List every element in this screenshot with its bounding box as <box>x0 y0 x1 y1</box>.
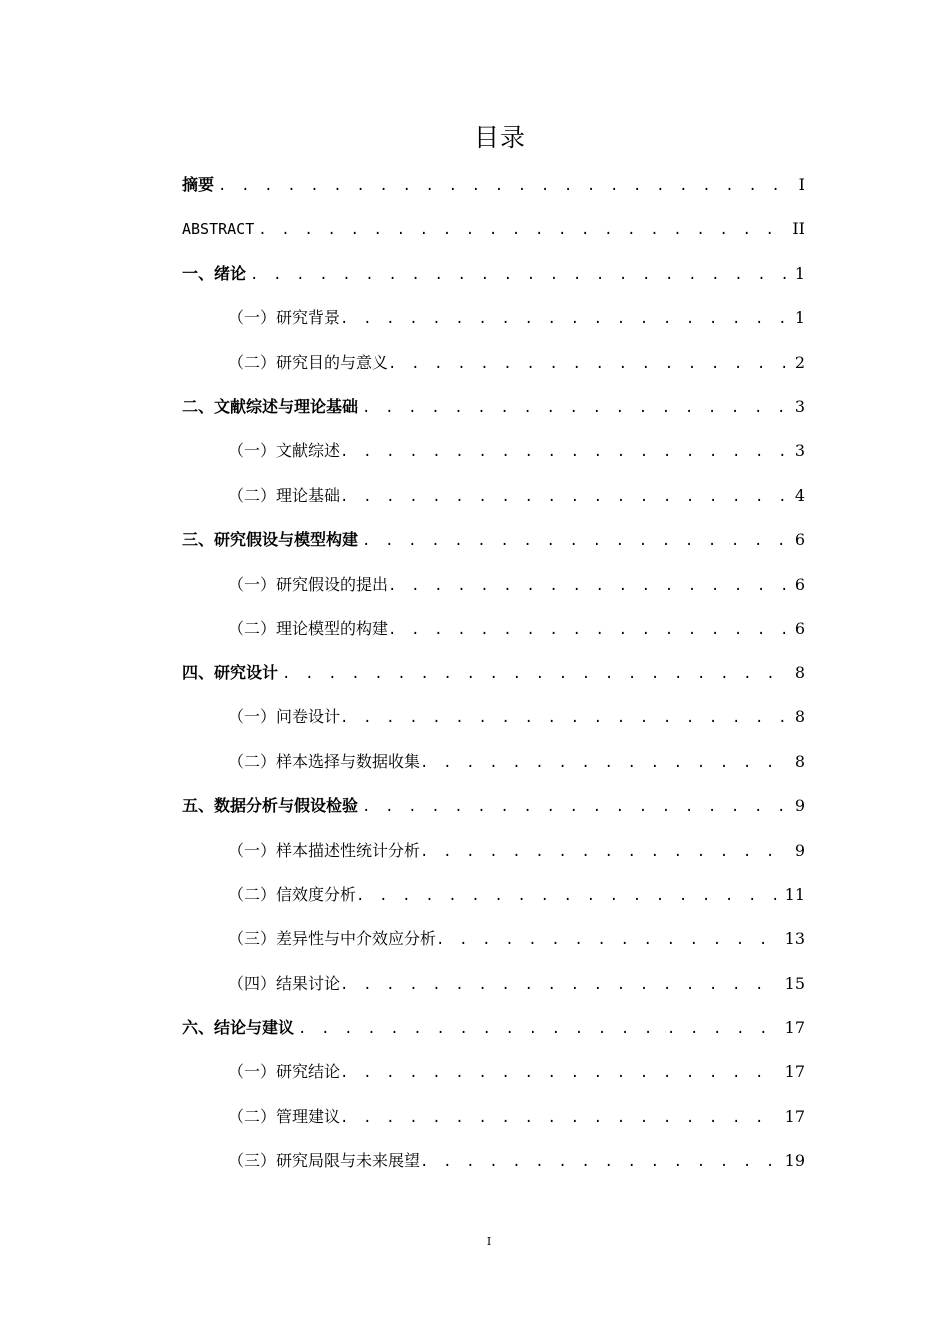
entry-page-number: 9 <box>794 841 805 860</box>
entry-label: 三、研究假设与模型构建 <box>182 530 359 549</box>
toc-entry-section-4-2[interactable] <box>228 747 805 773</box>
dot-leader <box>218 176 795 196</box>
toc-entry-abstract-en[interactable] <box>182 214 805 240</box>
entry-page-number: II <box>792 219 805 238</box>
entry-page-number: 6 <box>794 619 805 638</box>
entry-label: （三）研究局限与未来展望 <box>228 1151 421 1170</box>
dot-leader <box>298 1019 781 1039</box>
dot-leader <box>340 442 791 462</box>
entry-label: ABSTRACT <box>182 220 255 238</box>
page-footer-number: I <box>486 1235 492 1248</box>
entry-page-number: 9 <box>794 796 805 815</box>
entry-label: 摘要 <box>182 175 215 194</box>
dot-leader <box>420 842 791 862</box>
toc-title: 目录 <box>473 123 526 152</box>
entry-page-number: 4 <box>794 486 805 505</box>
entry-page-number: 15 <box>784 974 805 993</box>
toc-entry-chapter-1[interactable] <box>182 259 805 285</box>
entry-label: （一）样本描述性统计分析 <box>228 841 421 860</box>
toc-entry-section-4-1[interactable] <box>228 702 805 728</box>
toc-entry-section-1-2[interactable] <box>228 348 805 374</box>
entry-page-number: 17 <box>784 1107 805 1126</box>
toc-entry-section-5-2[interactable] <box>228 880 805 906</box>
dot-leader <box>356 886 781 906</box>
entry-label: （二）管理建议 <box>228 1107 341 1126</box>
toc-entry-section-5-4[interactable] <box>228 969 805 995</box>
toc-entry-chapter-5[interactable] <box>182 791 805 817</box>
toc-entry-section-2-2[interactable] <box>228 481 805 507</box>
entry-page-number: 2 <box>794 353 805 372</box>
entry-label: 五、数据分析与假设检验 <box>182 796 359 815</box>
toc-entry-section-6-2[interactable] <box>228 1102 805 1128</box>
toc-entry-chapter-4[interactable] <box>182 658 805 684</box>
entry-label: （一）研究背景 <box>228 308 341 327</box>
entry-page-number: 8 <box>794 707 805 726</box>
toc-entry-section-6-1[interactable] <box>228 1057 805 1083</box>
toc-entry-section-3-2[interactable] <box>228 614 805 640</box>
dot-leader <box>340 708 791 728</box>
entry-label: （二）研究目的与意义 <box>228 353 389 372</box>
entry-page-number: 17 <box>784 1062 805 1081</box>
entry-page-number: I <box>798 175 805 194</box>
entry-page-number: 1 <box>794 308 805 327</box>
dot-leader <box>420 1152 781 1172</box>
entry-label: 四、研究设计 <box>182 663 279 682</box>
entry-label: （一）问卷设计 <box>228 707 341 726</box>
entry-page-number: 6 <box>794 530 805 549</box>
entry-label: （二）信效度分析 <box>228 885 357 904</box>
dot-leader <box>388 576 791 596</box>
entry-label: （一）研究结论 <box>228 1062 341 1081</box>
entry-label: （二）理论基础 <box>228 486 341 505</box>
entry-label: 六、结论与建议 <box>182 1018 295 1037</box>
dot-leader <box>436 930 781 950</box>
entry-label: （二）样本选择与数据收集 <box>228 752 421 771</box>
entry-page-number: 11 <box>784 885 805 904</box>
toc-entry-abstract-cn[interactable] <box>182 170 805 196</box>
toc-entry-section-5-3[interactable] <box>228 924 805 950</box>
entry-page-number: 1 <box>794 264 805 283</box>
toc-entry-section-6-3[interactable] <box>228 1146 805 1172</box>
toc-entry-section-1-1[interactable] <box>228 303 805 329</box>
dot-leader <box>340 309 791 329</box>
toc-entry-section-3-1[interactable] <box>228 570 805 596</box>
toc-entry-section-5-1[interactable] <box>228 836 805 862</box>
dot-leader <box>362 797 791 817</box>
entry-page-number: 13 <box>784 929 805 948</box>
dot-leader <box>340 1063 781 1083</box>
entry-label: 二、文献综述与理论基础 <box>182 397 359 416</box>
dot-leader <box>282 664 791 684</box>
dot-leader <box>340 1108 781 1128</box>
dot-leader <box>340 487 791 507</box>
entry-page-number: 6 <box>794 575 805 594</box>
dot-leader <box>250 265 791 285</box>
entry-page-number: 3 <box>794 397 805 416</box>
entry-page-number: 3 <box>794 441 805 460</box>
toc-entry-chapter-2[interactable] <box>182 392 805 418</box>
entry-label: （一）研究假设的提出 <box>228 575 389 594</box>
entry-page-number: 8 <box>794 663 805 682</box>
entry-label: （二）理论模型的构建 <box>228 619 389 638</box>
entry-label: （四）结果讨论 <box>228 974 341 993</box>
toc-entry-chapter-6[interactable] <box>182 1013 805 1039</box>
entry-page-number: 8 <box>794 752 805 771</box>
entry-label: 一、绪论 <box>182 264 247 283</box>
dot-leader <box>258 220 788 240</box>
dot-leader <box>388 620 791 640</box>
dot-leader <box>420 753 791 773</box>
dot-leader <box>388 354 791 374</box>
entry-page-number: 19 <box>784 1151 805 1170</box>
entry-label: （三）差异性与中介效应分析 <box>228 929 437 948</box>
entry-label: （一）文献综述 <box>228 441 341 460</box>
dot-leader <box>340 975 781 995</box>
dot-leader <box>362 531 791 551</box>
toc-entry-section-2-1[interactable] <box>228 436 805 462</box>
toc-entry-chapter-3[interactable] <box>182 525 805 551</box>
entry-page-number: 17 <box>784 1018 805 1037</box>
dot-leader <box>362 398 791 418</box>
